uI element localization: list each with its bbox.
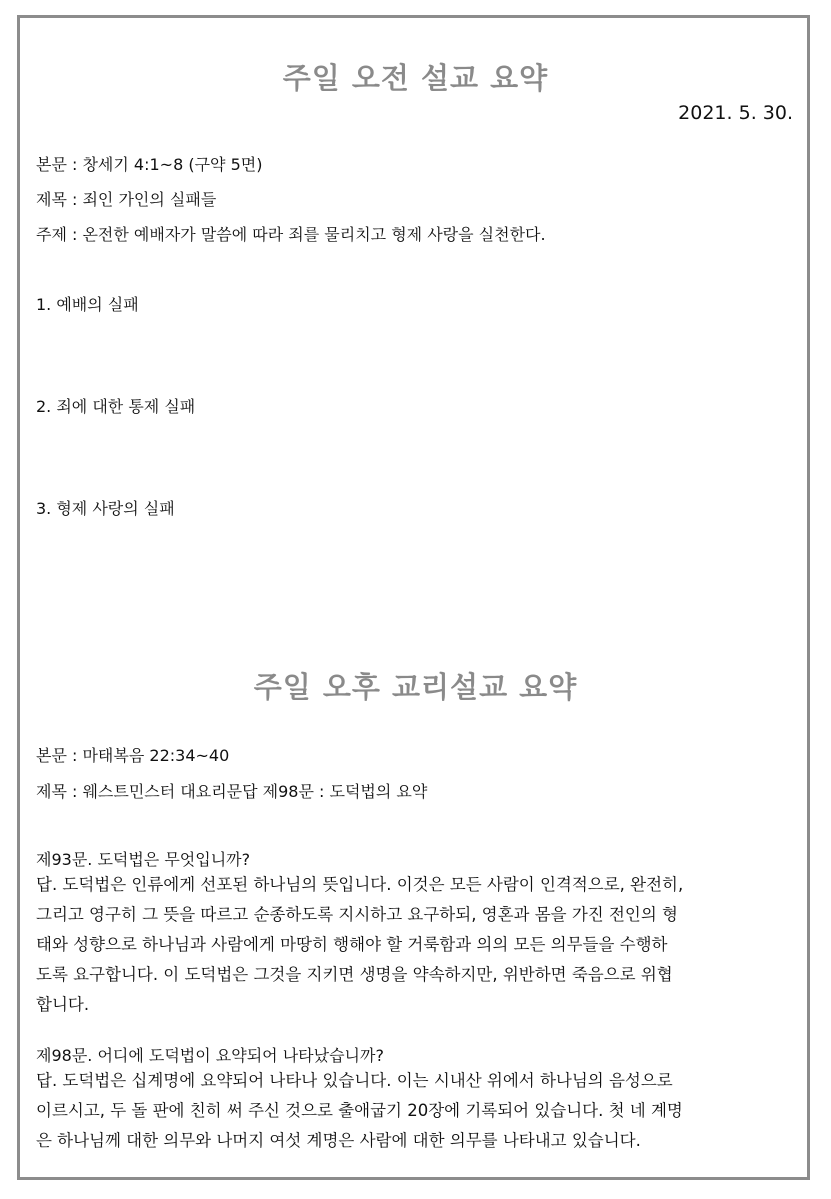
point-1: 1. 예배의 실패 (36, 295, 139, 314)
answer-93-line: 합니다. (36, 995, 90, 1014)
answer-93-line: 답. 도덕법은 인류에게 선포된 하나님의 뜻입니다. 이것은 모든 사람이 인격적으로, 완전히, (36, 875, 684, 894)
morning-sermon-title: 주일 오전 설교 요약 (282, 61, 549, 95)
sermon-date: 2021. 5. 30. (678, 102, 793, 124)
afternoon-scripture: 본문 : 마태복음 22:34~40 (36, 746, 230, 765)
question-93: 제93문. 도덕법은 무엇입니까? (36, 850, 251, 869)
morning-scripture: 본문 : 창세기 4:1~8 (구약 5면) (36, 155, 263, 174)
answer-98-line: 답. 도덕법은 십계명에 요약되어 나타나 있습니다. 이는 시내산 위에서 하나님의 음성으로 (36, 1071, 673, 1090)
point-3: 3. 형제 사랑의 실패 (36, 499, 175, 518)
answer-93-line: 도록 요구합니다. 이 도덕법은 그것을 지키면 생명을 약속하지만, 위반하면 죽음으로 위협 (36, 965, 673, 984)
answer-98 (36, 1066, 796, 1156)
morning-subject: 제목 : 죄인 가인의 실패들 (36, 190, 217, 209)
answer-93-line: 그리고 영구히 그 뜻을 따르고 순종하도록 지시하고 요구하되, 영혼과 몸을 가진 전인의 형 (36, 905, 678, 924)
answer-93 (36, 870, 796, 1020)
answer-98-line: 은 하나님께 대한 의무와 나머지 여섯 계명은 사람에 대한 의무를 나타내고 있습니다. (36, 1131, 641, 1150)
point-2: 2. 죄에 대한 통제 실패 (36, 397, 196, 416)
answer-98-line: 이르시고, 두 돌 판에 친히 써 주신 것으로 출애굽기 20장에 기록되어 있습니다. 첫 네 계명 (36, 1101, 683, 1120)
question-98: 제98문. 어디에 도덕법이 요약되어 나타났습니까? (36, 1046, 384, 1065)
morning-theme: 주제 : 온전한 예배자가 말씀에 따라 죄를 물리치고 형제 사랑을 실천한다. (36, 225, 546, 244)
afternoon-sermon-title: 주일 오후 교리설교 요약 (253, 670, 578, 704)
answer-93-line: 태와 성향으로 하나님과 사람에게 마땅히 행해야 할 거룩함과 의의 모든 의무들을 수행하 (36, 935, 668, 954)
afternoon-subject: 제목 : 웨스트민스터 대요리문답 제98문 : 도덕법의 요약 (36, 782, 428, 801)
